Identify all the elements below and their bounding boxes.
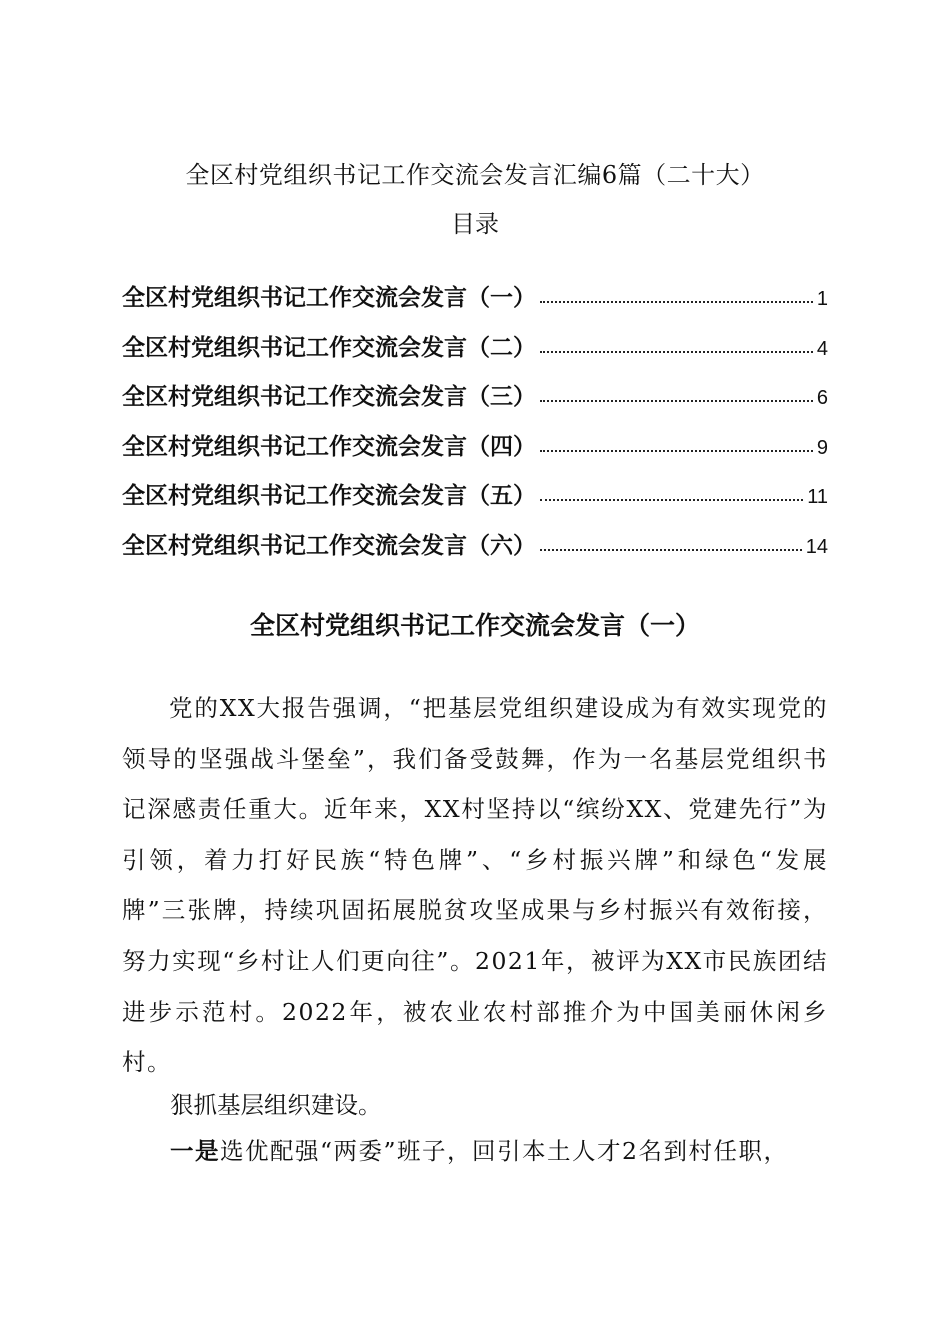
- paragraph-lead: 一是: [170, 1137, 220, 1165]
- toc-leader-dots: [540, 499, 803, 501]
- toc-entry[interactable]: [122, 381, 828, 431]
- toc-entry[interactable]: [122, 332, 828, 382]
- toc-leader-dots: [540, 351, 813, 353]
- toc-entry[interactable]: [122, 282, 828, 332]
- toc-entry-label: 全区村党组织书记工作交流会发言（四）: [122, 432, 536, 460]
- toc-leader-dots: [540, 450, 813, 452]
- toc-heading: 目录: [451, 210, 499, 238]
- toc-entry[interactable]: [122, 431, 828, 481]
- toc-entry-page: 11: [807, 486, 828, 508]
- toc-entry[interactable]: [122, 530, 828, 580]
- body-paragraph: 党的XX大报告强调，“把基层党组织建设成为有效实现党的领导的坚强战斗堡垒”，我们备受鼓舞，作为一名基层党组织书记深感责任重大。近年来，XX村坚持以“缤纷XX、党建先行”为引领，着力打好民族“特色牌”、“乡村振兴牌”和绿色“发展牌”三张牌，持续巩固拓展脱贫攻坚成果与乡村振兴有效衔接，努力实现“乡村让人们更向往”。2021年，被评为XX市民族团结进步示范村。2022年，被农业农村部推介为中国美丽休闲乡村。: [122, 694, 828, 1077]
- toc-entry-page: 4: [816, 337, 828, 360]
- toc-entry-page: 1: [816, 288, 828, 310]
- toc-leader-dots: [540, 549, 802, 551]
- toc-entry-page: 9: [816, 436, 828, 459]
- section-subheading: 狠抓基层组织建设。: [170, 1091, 382, 1119]
- toc-leader-dots: [540, 400, 813, 402]
- toc-entry-page: 14: [805, 535, 828, 558]
- toc-entry-label: 全区村党组织书记工作交流会发言（六）: [122, 531, 536, 559]
- toc-entry-label: 全区村党组织书记工作交流会发言（五）: [122, 482, 536, 509]
- toc-entry-label: 全区村党组织书记工作交流会发言（三）: [122, 383, 536, 410]
- table-of-contents: [122, 282, 828, 579]
- body-paragraph-2: [170, 1133, 830, 1169]
- toc-entry-label: 全区村党组织书记工作交流会发言（一）: [122, 284, 536, 311]
- section-title: 全区村党组织书记工作交流会发言（一）: [249, 611, 700, 640]
- toc-entry[interactable]: [122, 480, 828, 530]
- paragraph-text: 选优配强“两委”班子，回引本土人才2名到村任职，: [220, 1137, 789, 1165]
- document-title: 全区村党组织书记工作交流会发言汇编6篇（二十大）: [185, 161, 765, 189]
- toc-entry-page: 6: [816, 387, 828, 409]
- toc-leader-dots: [540, 301, 813, 303]
- toc-entry-label: 全区村党组织书记工作交流会发言（二）: [122, 333, 536, 361]
